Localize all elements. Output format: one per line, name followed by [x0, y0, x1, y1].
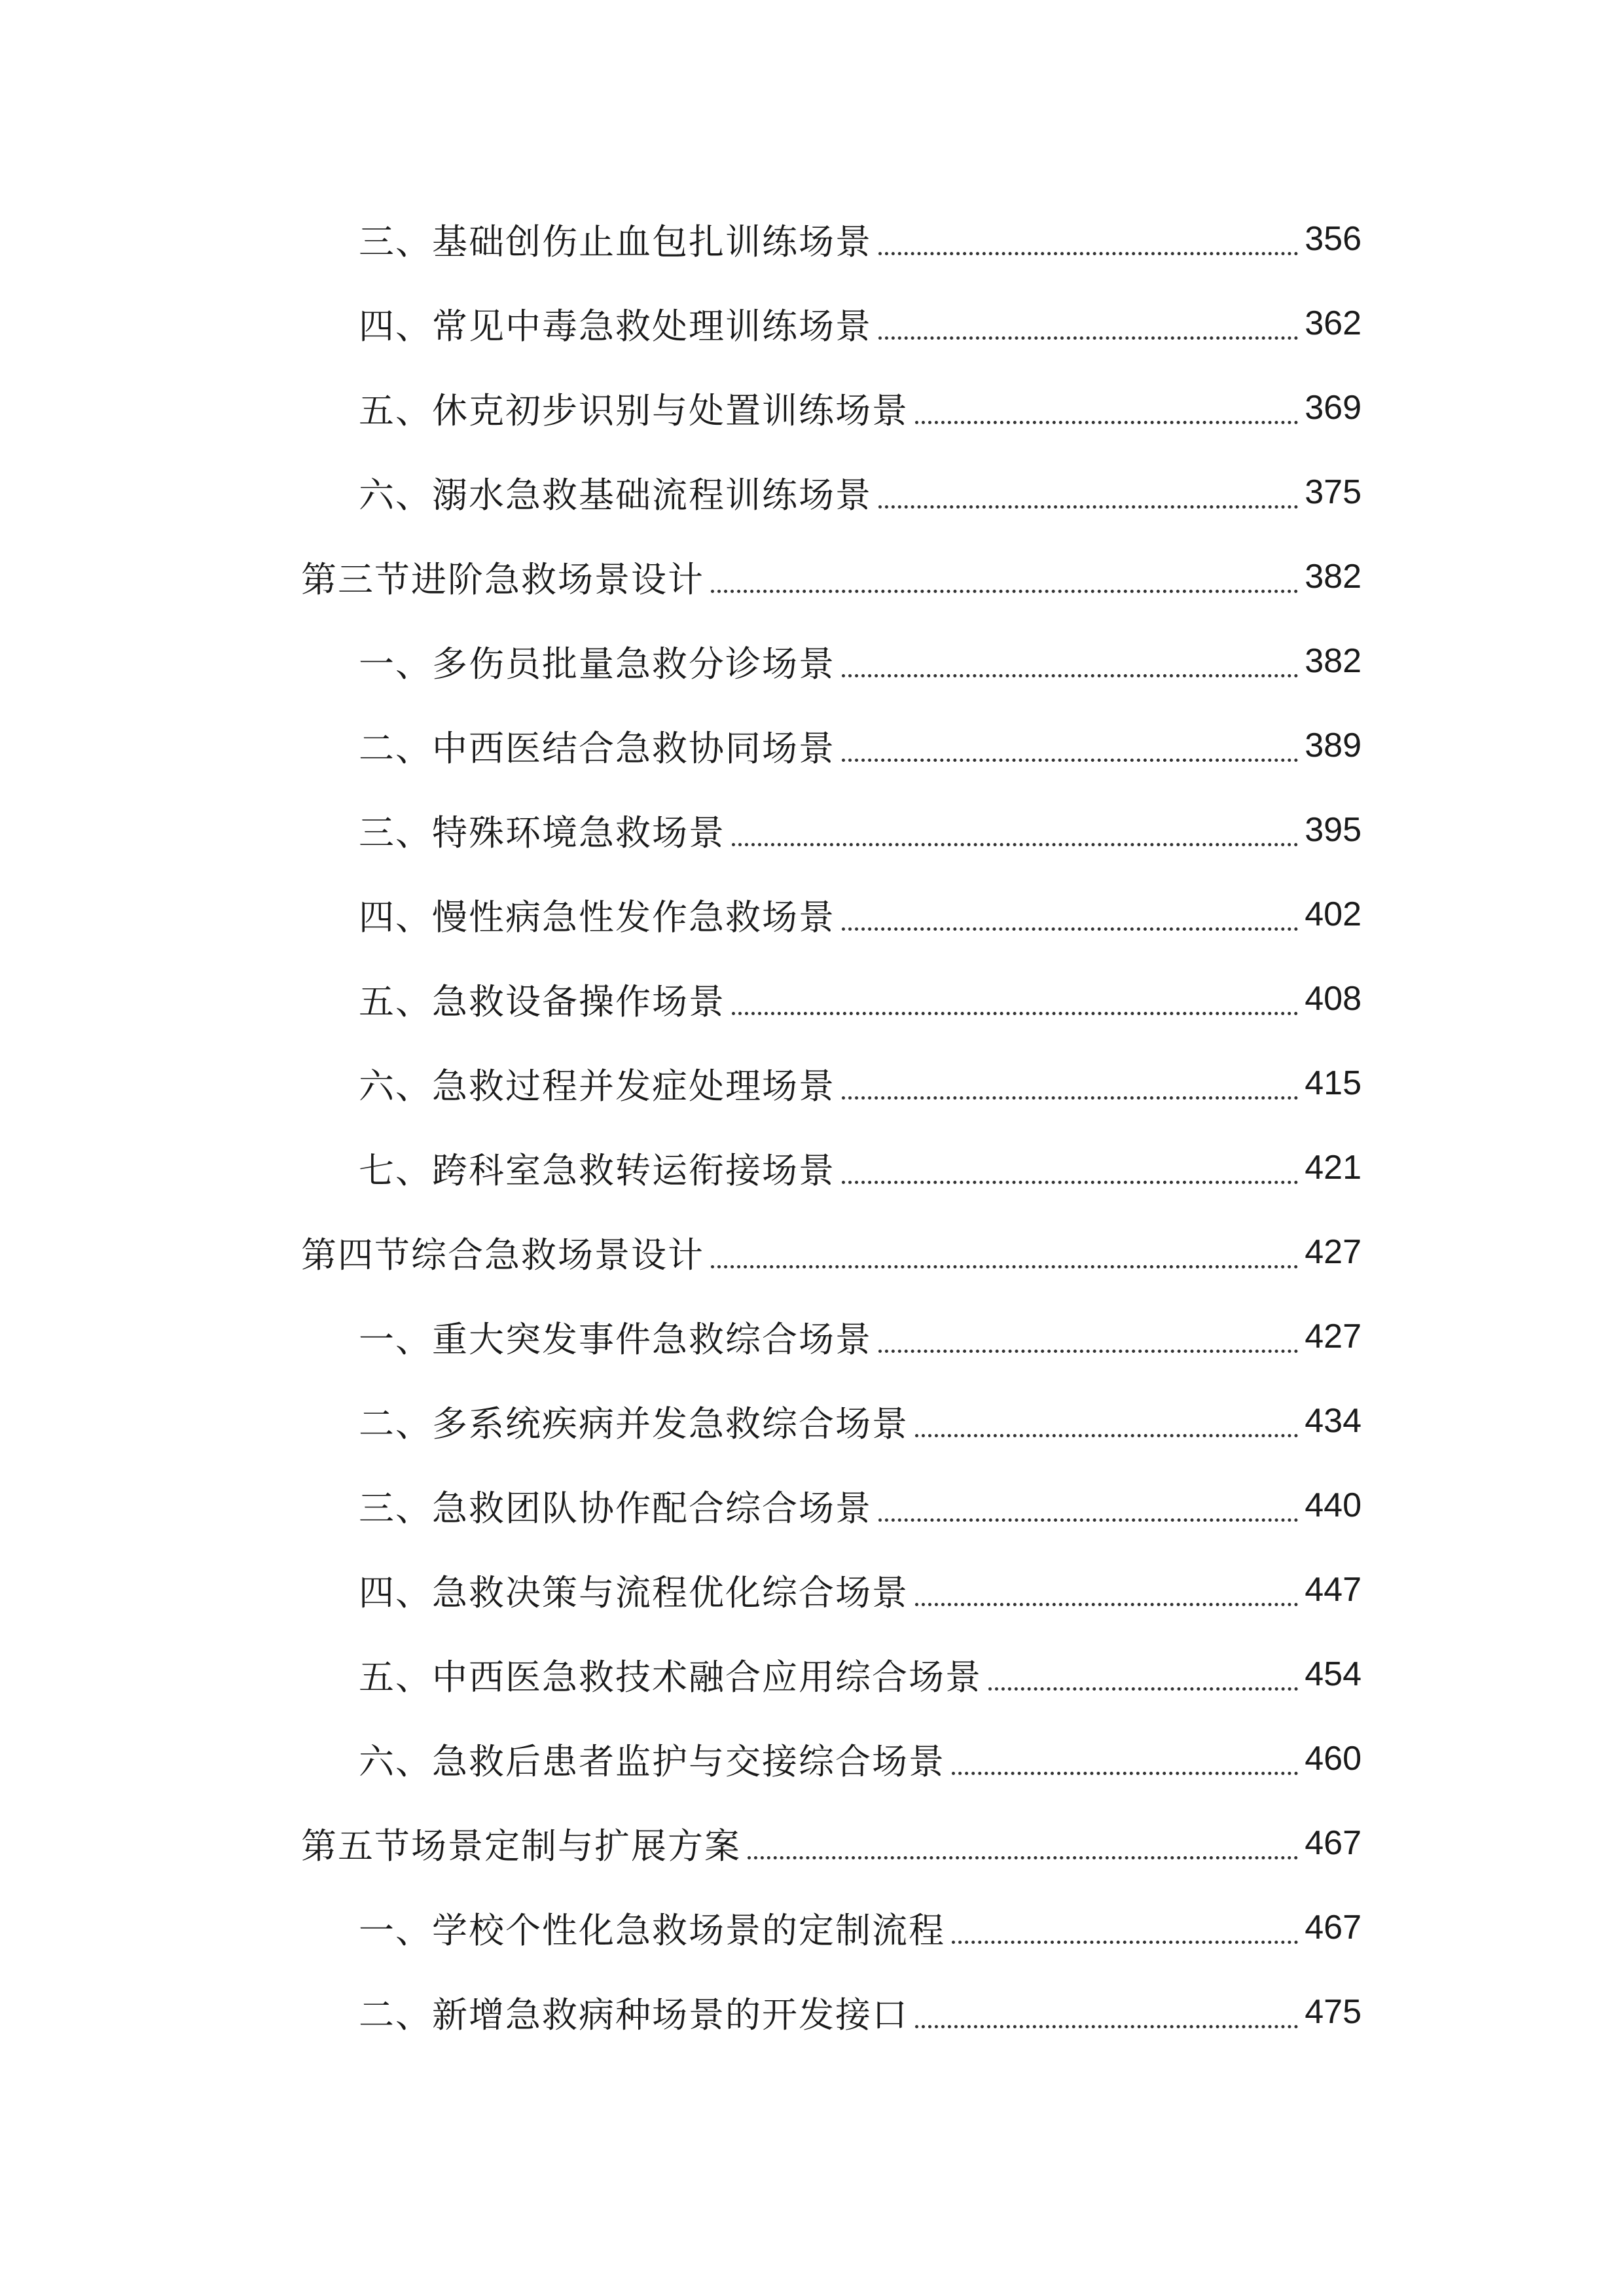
toc-section-entry[interactable] [301, 541, 1362, 613]
toc-leader-dots [711, 590, 1298, 593]
toc-leader-dots [711, 1265, 1298, 1268]
toc-entry[interactable] [359, 456, 1362, 528]
toc-entry-title: 三、急救团队协作配合综合场景 [359, 1487, 872, 1529]
toc-entry[interactable] [359, 372, 1362, 444]
toc-entry[interactable] [359, 1723, 1362, 1795]
toc-entry-page: 475 [1305, 1993, 1362, 2031]
toc-entry-page: 427 [1305, 1318, 1362, 1355]
toc-entry-title: 第五节场景定制与扩展方案 [301, 1825, 741, 1867]
toc-entry-title: 二、中西医结合急救协同场景 [359, 727, 835, 769]
toc-entry[interactable] [359, 1385, 1362, 1457]
toc-leader-dots [732, 843, 1298, 846]
toc-leader-dots [878, 505, 1298, 509]
toc-entry[interactable] [359, 1638, 1362, 1710]
toc-leader-dots [952, 1772, 1298, 1775]
toc-entry-title: 一、多伤员批量急救分诊场景 [359, 643, 835, 685]
toc-entry-title: 五、休克初步识别与处置训练场景 [359, 389, 909, 431]
toc-entry-page: 402 [1305, 895, 1362, 933]
toc-entry[interactable] [359, 1554, 1362, 1626]
toc-entry[interactable] [359, 1892, 1362, 1964]
toc-entry-page: 467 [1305, 1909, 1362, 1946]
toc-leader-dots [842, 759, 1298, 762]
toc-entry-title: 五、中西医急救技术融合应用综合场景 [359, 1656, 982, 1698]
toc-leader-dots [915, 1603, 1298, 1606]
toc-leader-dots [732, 1012, 1298, 1015]
toc-entry[interactable] [359, 878, 1362, 950]
toc-entry[interactable] [359, 1132, 1362, 1204]
toc-entry[interactable] [359, 709, 1362, 781]
toc-entry-title: 第三节进阶急救场景设计 [301, 558, 704, 600]
toc-entry-page: 362 [1305, 304, 1362, 342]
toc-entry[interactable] [359, 1976, 1362, 2048]
toc-leader-dots [842, 927, 1298, 931]
toc-entry-title: 六、溺水急救基础流程训练场景 [359, 474, 872, 516]
toc-leader-dots [915, 1434, 1298, 1437]
toc-entry-page: 421 [1305, 1149, 1362, 1187]
toc-entry-page: 415 [1305, 1064, 1362, 1102]
toc-entry-title: 二、新增急救病种场景的开发接口 [359, 1994, 909, 2036]
toc-entry-page: 440 [1305, 1486, 1362, 1524]
toc-entry-page: 389 [1305, 726, 1362, 764]
toc-entry-page: 369 [1305, 389, 1362, 427]
toc-leader-dots [878, 252, 1298, 255]
toc-leader-dots [878, 336, 1298, 340]
toc-entry-page: 375 [1305, 473, 1362, 511]
toc-entry-title: 第四节综合急救场景设计 [301, 1234, 704, 1276]
toc-entry[interactable] [359, 1300, 1362, 1372]
toc-entry-title: 三、特殊环境急救场景 [359, 812, 725, 853]
toc-leader-dots [748, 1856, 1298, 1859]
toc-leader-dots [842, 674, 1298, 677]
toc-entry-page: 382 [1305, 558, 1362, 596]
toc-entry-page: 395 [1305, 811, 1362, 849]
toc-entry-title: 四、慢性病急性发作急救场景 [359, 896, 835, 938]
toc-leader-dots [915, 2025, 1298, 2028]
toc-entry[interactable] [359, 287, 1362, 359]
toc-entry[interactable] [359, 794, 1362, 866]
toc-entry-title: 二、多系统疾病并发急救综合场景 [359, 1403, 909, 1444]
toc-leader-dots [878, 1350, 1298, 1353]
toc-entry-title: 一、重大突发事件急救综合场景 [359, 1318, 872, 1360]
toc-entry-title: 六、急救过程并发症处理场景 [359, 1065, 835, 1107]
toc-entry[interactable] [359, 1469, 1362, 1541]
toc-entry-page: 382 [1305, 642, 1362, 680]
toc-entry-page: 467 [1305, 1824, 1362, 1862]
toc-entry-title: 三、基础创伤止血包扎训练场景 [359, 221, 872, 262]
toc-leader-dots [842, 1181, 1298, 1184]
toc-entry-title: 一、学校个性化急救场景的定制流程 [359, 1909, 945, 1951]
toc-entry-page: 460 [1305, 1740, 1362, 1778]
toc-leader-dots [878, 1518, 1298, 1522]
toc-entry-page: 434 [1305, 1402, 1362, 1440]
toc-entry[interactable] [359, 203, 1362, 275]
toc-entry[interactable] [359, 1047, 1362, 1119]
toc-entry-page: 408 [1305, 980, 1362, 1018]
toc-entry-title: 六、急救后患者监护与交接综合场景 [359, 1740, 945, 1782]
toc-entry-page: 356 [1305, 220, 1362, 258]
toc-entry-title: 七、跨科室急救转运衔接场景 [359, 1149, 835, 1191]
toc-leader-dots [952, 1941, 1298, 1944]
toc-entry-page: 427 [1305, 1233, 1362, 1271]
toc-entry-title: 四、急救决策与流程优化综合场景 [359, 1571, 909, 1613]
toc-entry[interactable] [359, 625, 1362, 697]
toc-entry-title: 五、急救设备操作场景 [359, 980, 725, 1022]
toc-entry-page: 454 [1305, 1655, 1362, 1693]
toc-entry-page: 447 [1305, 1571, 1362, 1609]
toc-leader-dots [842, 1096, 1298, 1100]
toc-leader-dots [988, 1687, 1298, 1691]
toc-entry-title: 四、常见中毒急救处理训练场景 [359, 305, 872, 347]
toc-section-entry[interactable] [301, 1216, 1362, 1288]
toc-leader-dots [915, 421, 1298, 424]
toc-section-entry[interactable] [301, 1807, 1362, 1879]
toc-entry[interactable] [359, 963, 1362, 1035]
